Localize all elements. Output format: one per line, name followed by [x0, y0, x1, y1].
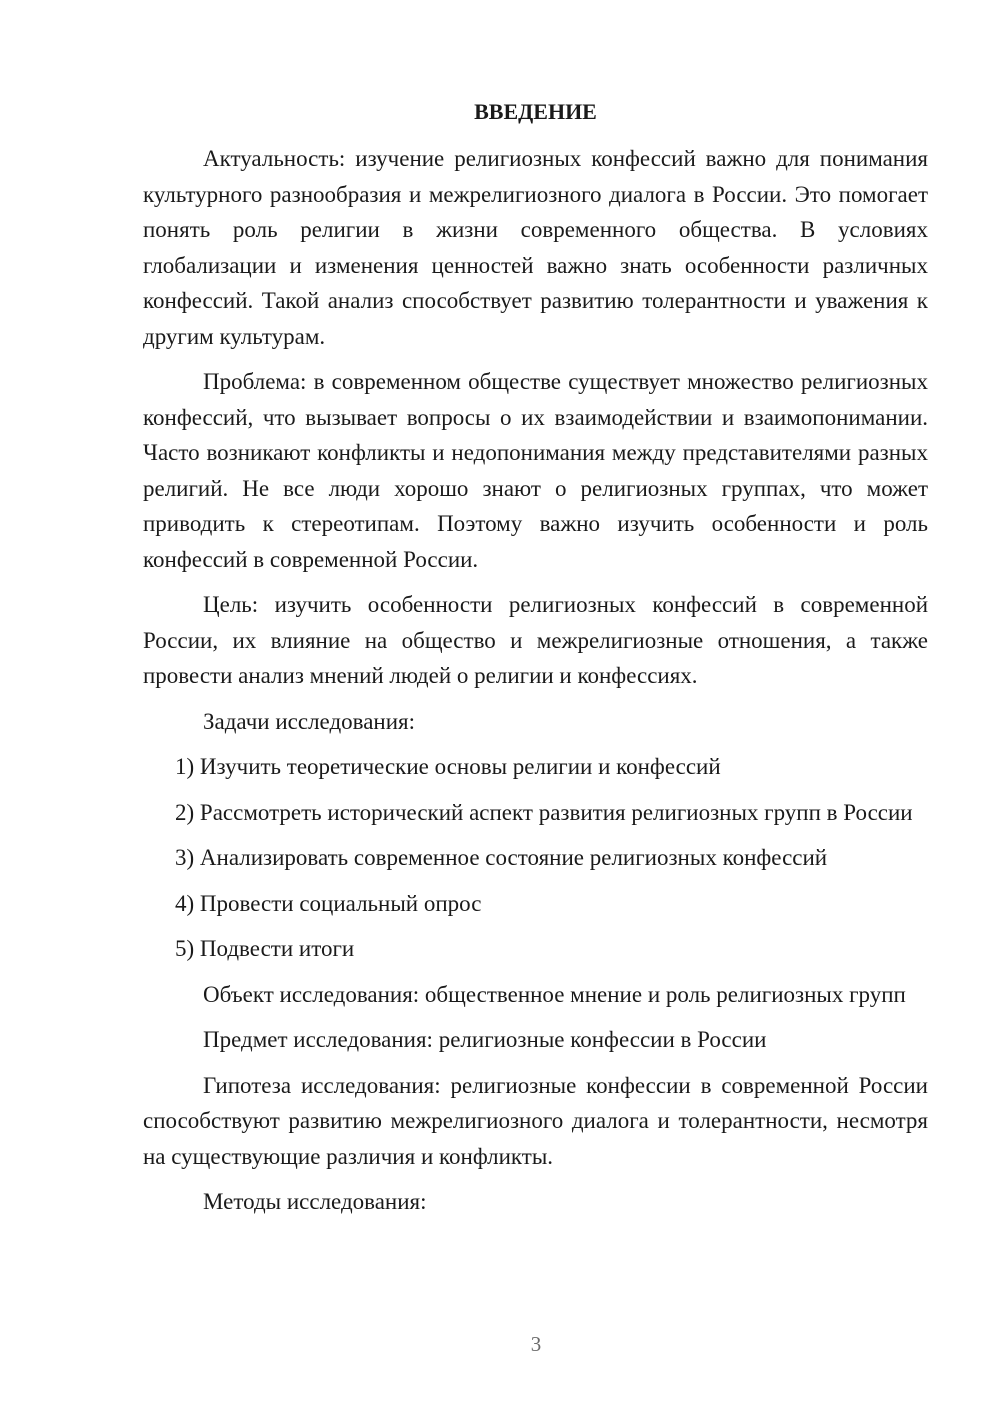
task-item-3: 3) Анализировать современное состояние религиозных конфессий — [175, 845, 828, 870]
problem-paragraph: Проблема: в современном обществе существует множество религиозных конфессий, что вызывает вопросы о их взаимодействии и взаимопонимании. Часто возникают конфликты и недопонимания между представителями разных религий. Не все люди хорошо знают о религиозных группах, что может приводить к стереотипам. Поэтому важно изучить особенности и роль конфессий в современной России. — [143, 369, 928, 572]
task-item-4: 4) Провести социальный опрос — [175, 890, 482, 916]
goal-paragraph: Цель: изучить особенности религиозных конфессий в современной России, их влияние на общество и межрелигиозные отношения, а также провести анализ мнений людей о религии и конфессиях. — [143, 592, 928, 688]
object-paragraph: Объект исследования: общественное мнение и роль религиозных групп — [203, 981, 906, 1007]
task-item-1: 1) Изучить теоретические основы религии и конфессий — [175, 754, 721, 779]
task-item-2: 2) Рассмотреть исторический аспект развития религиозных групп в России — [175, 799, 913, 825]
relevance-paragraph: Актуальность: изучение религиозных конфессий важно для понимания культурного разнообразия и межрелигиозного диалога в России. Это помогает понять роль религии в жизни современного общества. В условиях глобализации и изменения ценностей важно знать особенности различных конфессий. Такой анализ способствует развитию толерантности и уважения к другим культурам. — [143, 146, 928, 349]
tasks-heading: Задачи исследования: — [203, 708, 416, 734]
page-title: ВВЕДЕНИЕ — [474, 99, 597, 124]
page-content — [143, 94, 928, 1230]
methods-heading: Методы исследования: — [203, 1189, 427, 1214]
task-item-5: 5) Подвести итоги — [175, 936, 355, 961]
page-number: 3 — [530, 1332, 542, 1356]
hypothesis-paragraph: Гипотеза исследования: религиозные конфессии в современной России способствуют развитию межрелигиозного диалога и толерантности, несмотря на существующие различия и конфликты. — [143, 1072, 928, 1169]
subject-paragraph: Предмет исследования: религиозные конфессии в России — [203, 1027, 767, 1052]
